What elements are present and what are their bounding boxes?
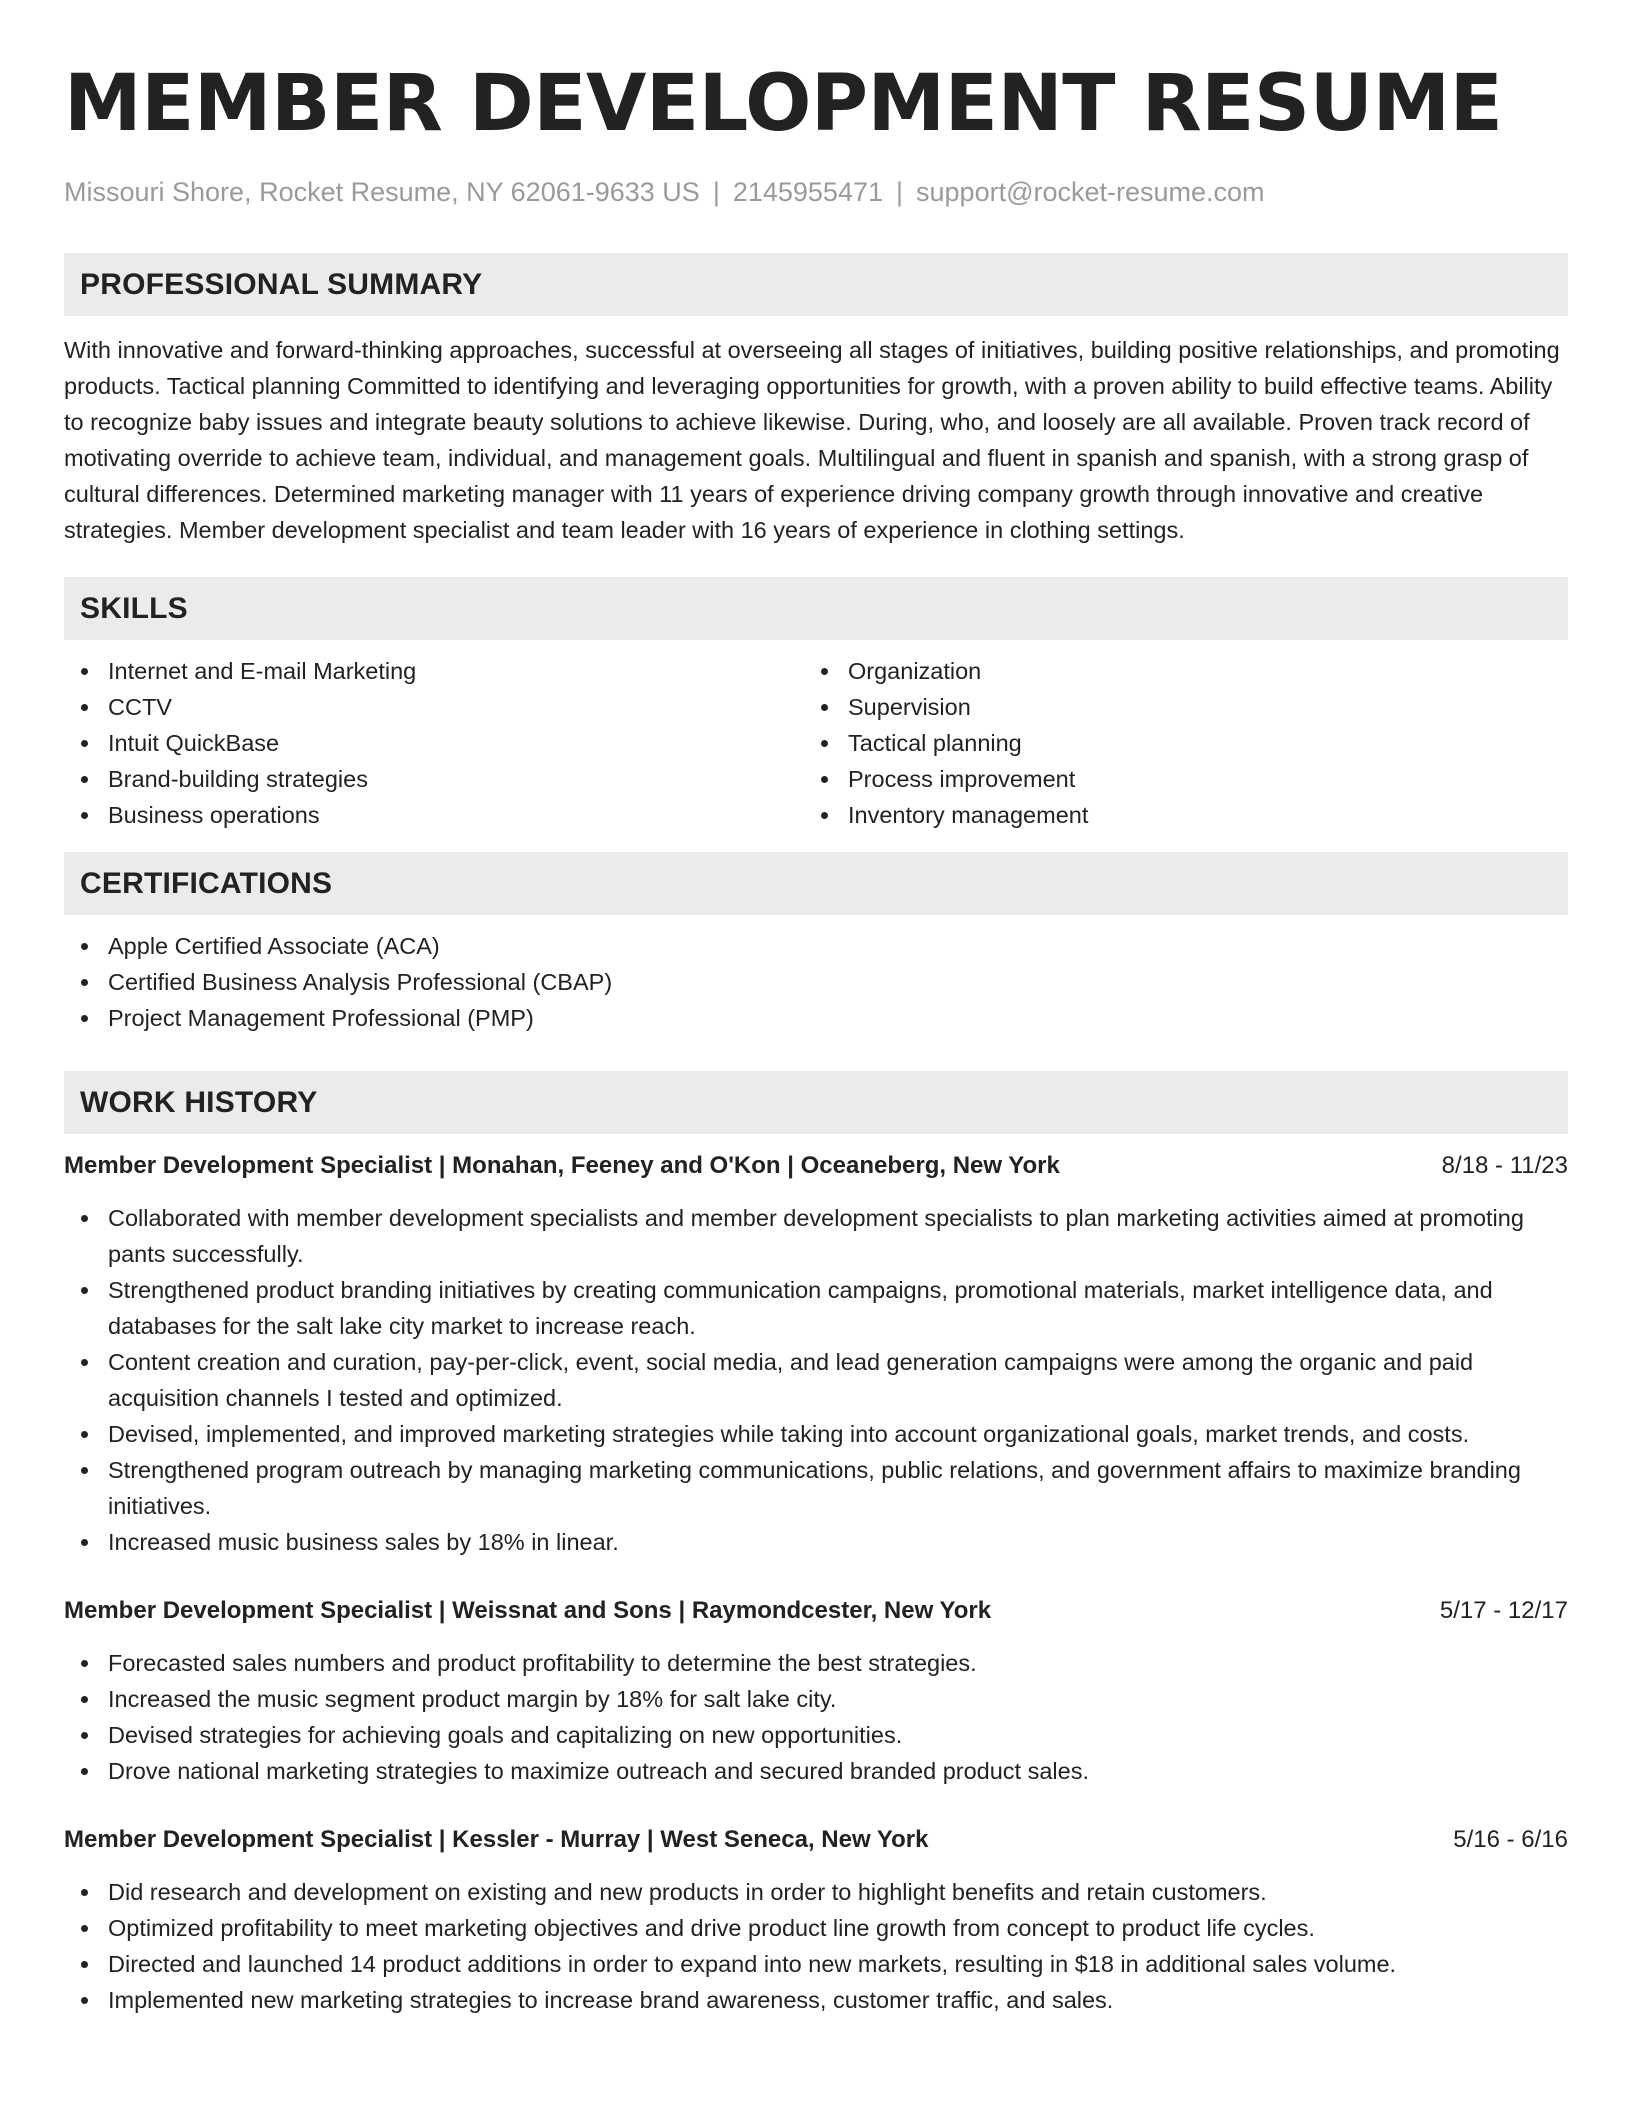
skill-item: Business operations xyxy=(64,797,804,833)
section-header-summary: PROFESSIONAL SUMMARY xyxy=(64,253,1568,316)
contact-phone: 2145955471 xyxy=(732,177,883,207)
job-bullets xyxy=(64,1645,1568,1789)
job-dates: 5/16 - 6/16 xyxy=(1453,1826,1568,1853)
contact-email: support@rocket-resume.com xyxy=(916,177,1265,207)
skill-item: Brand-building strategies xyxy=(64,761,804,797)
job-bullet: Optimized profitability to meet marketing objectives and drive product line growth from concept to product life cycles. xyxy=(64,1910,1568,1946)
resume-title: MEMBER DEVELOPMENT RESUME xyxy=(64,59,1503,149)
skill-item: Process improvement xyxy=(804,761,1544,797)
skills-list-right xyxy=(804,653,1544,833)
job-bullet: Strengthened program outreach by managing marketing communications, public relations, and government affairs to maximize branding initiatives. xyxy=(64,1452,1568,1524)
skill-item: Internet and E-mail Marketing xyxy=(64,653,804,689)
job-bullet: Increased the music segment product margin by 18% for salt lake city. xyxy=(64,1681,1568,1717)
job-entry xyxy=(64,1593,1568,1789)
job-bullet: Collaborated with member development specialists and member development specialists to plan marketing activities aimed at promoting pants successfully. xyxy=(64,1200,1568,1272)
skill-item: Tactical planning xyxy=(804,725,1544,761)
job-title: Member Development Specialist | Weissnat and Sons | Raymondcester, New York xyxy=(64,1597,992,1624)
contact-line xyxy=(64,174,1568,210)
job-bullet: Forecasted sales numbers and product profitability to determine the best strategies. xyxy=(64,1645,1568,1681)
section-header-work-history: WORK HISTORY xyxy=(64,1071,1568,1134)
skill-item: Supervision xyxy=(804,689,1544,725)
job-bullet: Did research and development on existing and new products in order to highlight benefits and retain customers. xyxy=(64,1874,1568,1910)
job-bullet: Directed and launched 14 product additions in order to expand into new markets, resulting in $18 in additional sales volume. xyxy=(64,1946,1568,1982)
job-bullets xyxy=(64,1874,1568,2018)
section-header-skills: SKILLS xyxy=(64,577,1568,640)
skills-list-left xyxy=(64,653,804,833)
skill-item: CCTV xyxy=(64,689,804,725)
job-title: Member Development Specialist | Monahan, Feeney and O'Kon | Oceaneberg, New York xyxy=(64,1152,1060,1179)
skill-item: Inventory management xyxy=(804,797,1544,833)
job-bullet: Content creation and curation, pay-per-click, event, social media, and lead generation campaigns were among the organic and paid acquisition channels I tested and optimized. xyxy=(64,1344,1568,1416)
job-header xyxy=(64,1148,1568,1184)
job-dates: 5/17 - 12/17 xyxy=(1439,1597,1568,1624)
certification-item: Certified Business Analysis Professional (CBAP) xyxy=(64,964,1568,1000)
job-header xyxy=(64,1593,1568,1629)
job-header xyxy=(64,1822,1568,1858)
contact-separator: | xyxy=(896,177,904,207)
certification-item: Project Management Professional (PMP) xyxy=(64,1000,1568,1036)
summary-text: With innovative and forward-thinking approaches, successful at overseeing all stages of initiatives, building positive relationships, and promoting products. Tactical planning Committed to identifying and leveraging opportunities for growth, with a proven ability to build effective teams. Ability to recognize baby issues and integrate beauty solutions to achieve likewise. During, who, and loosely are all available. Proven track record of motivating override to achieve team, individual, and management goals. Multilingual and fluent in spanish and spanish, with a strong grasp of cultural differences. Determined marketing manager with 11 years of experience driving company growth through innovative and creative strategies. Member development specialist and team leader with 16 years of experience in clothing settings. xyxy=(64,337,1560,543)
job-bullet: Devised, implemented, and improved marketing strategies while taking into account organizational goals, market trends, and costs. xyxy=(64,1416,1568,1452)
job-bullet: Strengthened product branding initiatives by creating communication campaigns, promotional materials, market intelligence data, and databases for the salt lake city market to increase reach. xyxy=(64,1272,1568,1344)
skill-item: Intuit QuickBase xyxy=(64,725,804,761)
job-dates: 8/18 - 11/23 xyxy=(1441,1152,1568,1179)
job-bullet: Devised strategies for achieving goals and capitalizing on new opportunities. xyxy=(64,1717,1568,1753)
job-bullet: Implemented new marketing strategies to increase brand awareness, customer traffic, and sales. xyxy=(64,1982,1568,2018)
job-entry xyxy=(64,1822,1568,2018)
certification-item: Apple Certified Associate (ACA) xyxy=(64,928,1568,964)
job-bullet: Increased music business sales by 18% in linear. xyxy=(64,1524,1568,1560)
job-entry xyxy=(64,1148,1568,1560)
certifications-list xyxy=(64,928,1568,1036)
job-title: Member Development Specialist | Kessler - Murray | West Seneca, New York xyxy=(64,1826,929,1853)
skill-item: Organization xyxy=(804,653,1544,689)
job-bullet: Drove national marketing strategies to maximize outreach and secured branded product sales. xyxy=(64,1753,1568,1789)
contact-address: Missouri Shore, Rocket Resume, NY 62061-9633 US xyxy=(64,177,700,207)
contact-separator: | xyxy=(712,177,720,207)
job-bullets xyxy=(64,1200,1568,1560)
section-header-certifications: CERTIFICATIONS xyxy=(64,852,1568,915)
skills-grid xyxy=(64,653,1568,833)
